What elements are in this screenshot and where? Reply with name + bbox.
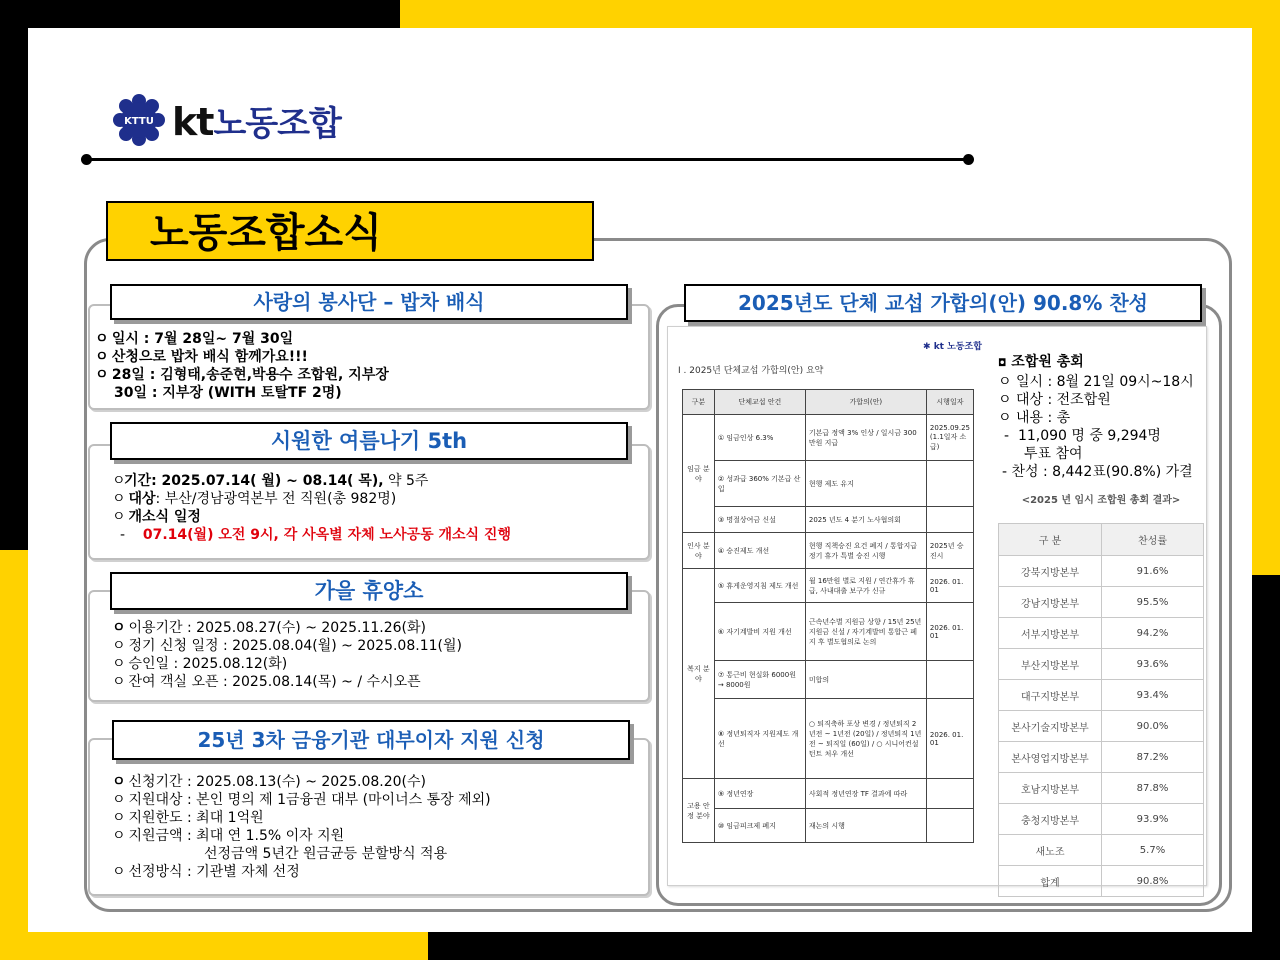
agreement-document bbox=[667, 326, 1207, 889]
table-row: 새노조 5.7% bbox=[999, 835, 1204, 866]
autumn-heading: 가을 휴양소 bbox=[110, 572, 628, 610]
list-item: ㅇ 지원대상 : 본인 명의 제 1금융권 대부 (마이너스 통장 제외) bbox=[112, 792, 491, 808]
union-logo bbox=[112, 90, 341, 150]
list-item: - 찬성 : 8,442표(90.8%) 가결 bbox=[1002, 464, 1193, 480]
list-item: 30일 : 지부장 (WITH 토탈TF 2명) bbox=[114, 385, 342, 401]
table-row: 고용 안정 분야 ⑨ 정년연장 사회적 정년연장 TF 결과에 따라 bbox=[683, 779, 974, 809]
frame-right-black bbox=[1252, 575, 1280, 960]
list-item: ㅇ 대상: 부산/경남광역본부 전 직원(총 982명) bbox=[112, 491, 397, 507]
table-row: ⑥ 자기계발비 지원 개선 근속년수별 지원금 상향 / 15년 25년 지원금 신설 / 자기계발비 통합근 페지 후 별도협의로 논의 2026. 01. 01 bbox=[683, 603, 974, 661]
doc-heading: I . 2025년 단체교섭 가합의(안) 요약 bbox=[678, 366, 824, 376]
table-row: 강북지방본부 91.6% bbox=[999, 556, 1204, 587]
list-item: ㅇ 대상 : 전조합원 bbox=[998, 392, 1111, 408]
table-row: 본사기술지방본부 90.0% bbox=[999, 711, 1204, 742]
logo-name: 노동조합 bbox=[213, 103, 341, 144]
vote-result-table bbox=[998, 523, 1204, 897]
doc-logo: ✱ kt 노동조합 bbox=[923, 342, 982, 352]
table-row: 본사영업지방본부 87.2% bbox=[999, 742, 1204, 773]
table-row: ② 성과급 360% 기본급 산입 현행 제도 유지 bbox=[683, 461, 974, 507]
frame-left-yellow bbox=[0, 550, 28, 960]
table-row: 임금 분야 ① 임금인상 6.3% 기본급 정액 3% 인상 / 일시금 300만원 지급 2025.09.25 (1.1일자 소급) bbox=[683, 415, 974, 461]
list-item: ㅇ 이용기간 : 2025.08.27(수) ~ 2025.11.26(화) bbox=[112, 620, 427, 636]
list-item: ㅇ 일시 : 8월 21일 09시~18시 bbox=[998, 374, 1194, 390]
table-row: ⑧ 정년퇴직자 지원제도 개선 ○ 퇴직축하 포상 변경 / 정년퇴직 2년전 ~ 1년전 (20일) / 정년퇴직 1년전 ~ 퇴직일 (60일) / ○ 시니어컨설턴트 처우 개선 2026. 01. 01 bbox=[683, 699, 974, 779]
table-row: 호남지방본부 87.8% bbox=[999, 773, 1204, 804]
agreement-heading: 2025년도 단체 교섭 가합의(안) 90.8% 찬성 bbox=[684, 284, 1202, 322]
table-row: 충청지방본부 93.9% bbox=[999, 804, 1204, 835]
table-row: 구 분 찬성률 bbox=[999, 524, 1204, 556]
list-item: ㅇ기간: 2025.07.14( 월) ~ 08.14( 목), 약 5주 bbox=[112, 473, 429, 489]
loan-heading: 25년 3차 금융기관 대부이자 지원 신청 bbox=[112, 720, 630, 760]
table-row: ③ 명절상여금 신설 2025 년도 4 분기 노사협의회 bbox=[683, 507, 974, 533]
summer-heading: 시원한 여름나기 5th bbox=[110, 422, 628, 460]
list-item: ㅇ 28일 : 김형태,송준현,박용수 조합원, 지부장 bbox=[95, 367, 389, 383]
list-item: ㅇ 산청으로 밥차 배식 함께가요!!! bbox=[95, 349, 308, 365]
frame-bottom-black bbox=[428, 932, 1280, 960]
table-row: ⑩ 임금피크제 폐지 재논의 시행 bbox=[683, 809, 974, 843]
list-item: ㅇ 승인일 : 2025.08.12(화) bbox=[112, 656, 288, 672]
list-item: ㅇ 내용 : 총 bbox=[998, 410, 1071, 426]
frame-bottom-yellow bbox=[0, 932, 428, 960]
result-caption: <2025 년 임시 조합원 총회 결과> bbox=[1021, 495, 1181, 506]
loan-details bbox=[112, 773, 642, 881]
list-item: - 11,090 명 중 9,294명 bbox=[1004, 428, 1161, 444]
list-item: 투표 참여 bbox=[1024, 446, 1083, 462]
list-item: ㅇ 정기 신청 일정 : 2025.08.04(월) ~ 2025.08.11(월) bbox=[112, 638, 462, 654]
list-item: 선정금액 5년간 원금균등 분할방식 적용 bbox=[204, 846, 448, 862]
header-rule-right-dot bbox=[963, 154, 974, 165]
meeting-title: ◘ 조합원 총회 bbox=[998, 354, 1084, 370]
list-item: ㅇ 개소식 일정 bbox=[112, 509, 201, 525]
opening-ceremony-detail: 07.14(월) 오전 9시, 각 사옥별 자체 노사공동 개소식 진행 bbox=[142, 527, 511, 543]
table-row: 인사 분야 ④ 승진제도 개선 현행 직책승진 요건 폐지 / 통합지급 정기 휴가 특별 승진 시행 2025년 승진시 bbox=[683, 533, 974, 569]
list-item: ㅇ 지원금액 : 최대 연 1.5% 이자 지원 bbox=[112, 828, 345, 844]
logo-wordmark bbox=[172, 96, 341, 145]
page-title: 노동조합소식 bbox=[106, 201, 594, 261]
logo-badge-text: KTTU bbox=[124, 116, 154, 127]
list-item: ㅇ 일시 : 7월 28일~ 7월 30일 bbox=[95, 331, 294, 347]
table-row: 합계 90.8% bbox=[999, 866, 1204, 897]
table-row: 서부지방본부 94.2% bbox=[999, 618, 1204, 649]
volunteer-heading: 사랑의 봉사단 – 밥차 배식 bbox=[110, 284, 628, 320]
frame-top-black bbox=[0, 0, 400, 28]
header-rule bbox=[86, 158, 970, 161]
autumn-details bbox=[112, 619, 642, 691]
frame-left-black bbox=[0, 0, 28, 550]
list-item: ㅇ 지원한도 : 최대 1억원 bbox=[112, 810, 264, 826]
table-row: ⑦ 통근비 현실화 6000원 → 8000원 미합의 bbox=[683, 661, 974, 699]
list-item: - 07.14(월) 오전 9시, 각 사옥별 자체 노사공동 개소식 진행 bbox=[120, 527, 511, 543]
list-item: ㅇ 신청기간 : 2025.08.13(수) ~ 2025.08.20(수) bbox=[112, 774, 427, 790]
table-row: 복지 분야 ⑤ 휴게운영지침 제도 개선 월 16만원 별로 지원 / 연간휴가 휴급, 사내대출 보구가 신규 2026. 01. 01 bbox=[683, 569, 974, 603]
volunteer-details bbox=[95, 330, 635, 402]
kttu-emblem-icon bbox=[112, 93, 166, 147]
table-row: 구분 단체교섭 안건 가합의(안) 시행일자 bbox=[683, 390, 974, 415]
frame-right-yellow bbox=[1252, 0, 1280, 575]
general-meeting-info bbox=[998, 353, 1203, 481]
header-rule-left-dot bbox=[81, 154, 92, 165]
table-row: 부산지방본부 93.6% bbox=[999, 649, 1204, 680]
logo-kt: kt bbox=[172, 99, 214, 144]
table-row: 대구지방본부 93.4% bbox=[999, 680, 1204, 711]
frame-top-yellow bbox=[400, 0, 1280, 28]
agreement-summary-table bbox=[682, 389, 974, 843]
list-item: ㅇ 잔여 객실 오픈 : 2025.08.14(목) ~ / 수시오픈 bbox=[112, 674, 421, 690]
table-row: 강남지방본부 95.5% bbox=[999, 587, 1204, 618]
list-item: ㅇ 선정방식 : 기관별 자체 선정 bbox=[112, 864, 300, 880]
summer-details bbox=[112, 472, 642, 544]
